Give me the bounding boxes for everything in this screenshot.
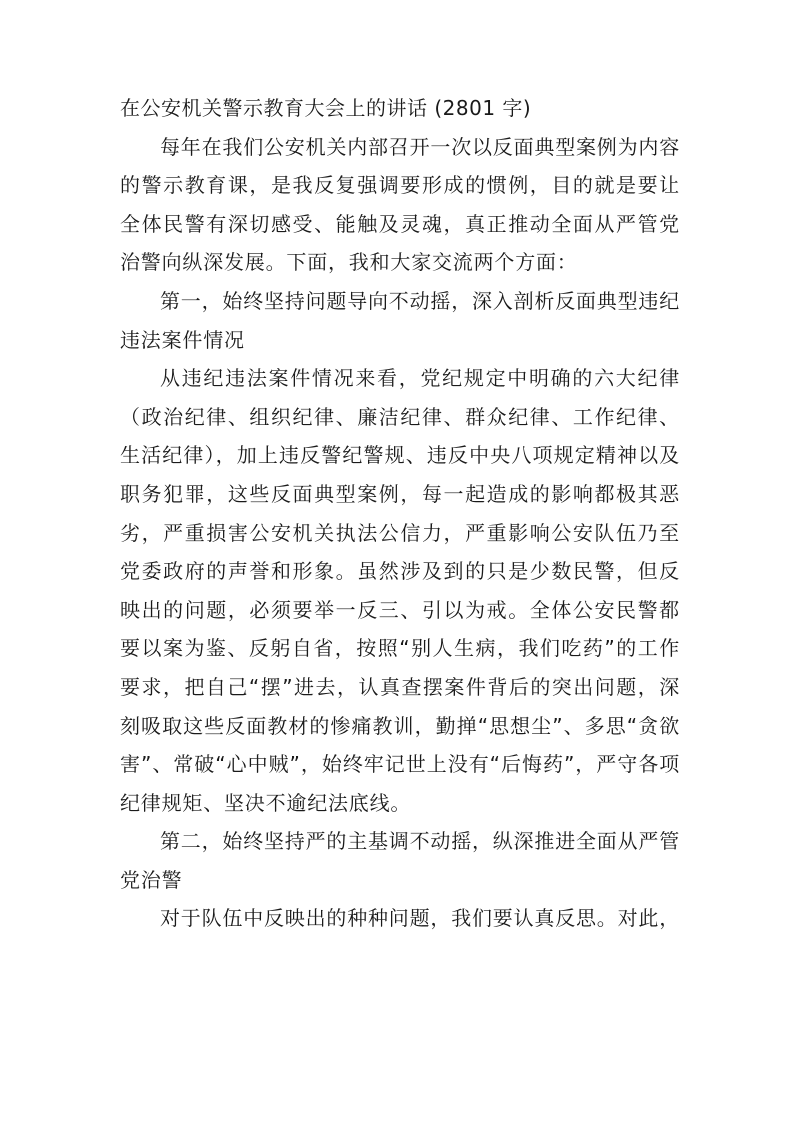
section-heading-2: 第二，始终坚持严的主基调不动摇，纵深推进全面从严管党治警	[120, 829, 680, 892]
document-title: 在公安机关警示教育大会上的讲话 (2801 字)	[120, 96, 532, 120]
paragraph-intro: 每年在我们公安机关内部召开一次以反面典型案例为内容的警示教育课，是我反复强调要形成的惯例，目的就是要让全体民警有深切感受、能触及灵魂，真正推动全面从严管党治警向纵深发展。下面，我和大家交流两个方面：	[120, 134, 680, 275]
paragraph-case-analysis: 从违纪违法案件情况来看，党纪规定中明确的六大纪律（政治纪律、组织纪律、廉洁纪律、群众纪律、工作纪律、生活纪律），加上违反警纪警规、违反中央八项规定精神以及职务犯罪，这些反面典型案例，每一起造成的影响都极其恶劣，严重损害公安机关执法公信力，严重影响公安队伍乃至党委政府的声誉和形象。虽然涉及到的只是少数民警，但反映出的问题，必须要举一反三、引以为戒。全体公安民警都要以案为鉴、反躬自省，按照“别人生病，我们吃药”的工作要求，把自己“摆”进去，认真查摆案件背后的突出问题，深刻吸取这些反面教材的惨痛教训，勤掸“思想尘”、多思“贪欲害”、常破“心中贼”，始终牢记世上没有“后悔药”，严守各项纪律规矩、坚决不逾纪法底线。	[120, 366, 680, 815]
document-body	[120, 89, 680, 938]
section-heading-1: 第一，始终坚持问题导向不动摇，深入剖析反面典型违纪违法案件情况	[120, 288, 680, 352]
paragraph-reflection: 对于队伍中反映出的种种问题，我们要认真反思。对此，	[160, 906, 680, 931]
